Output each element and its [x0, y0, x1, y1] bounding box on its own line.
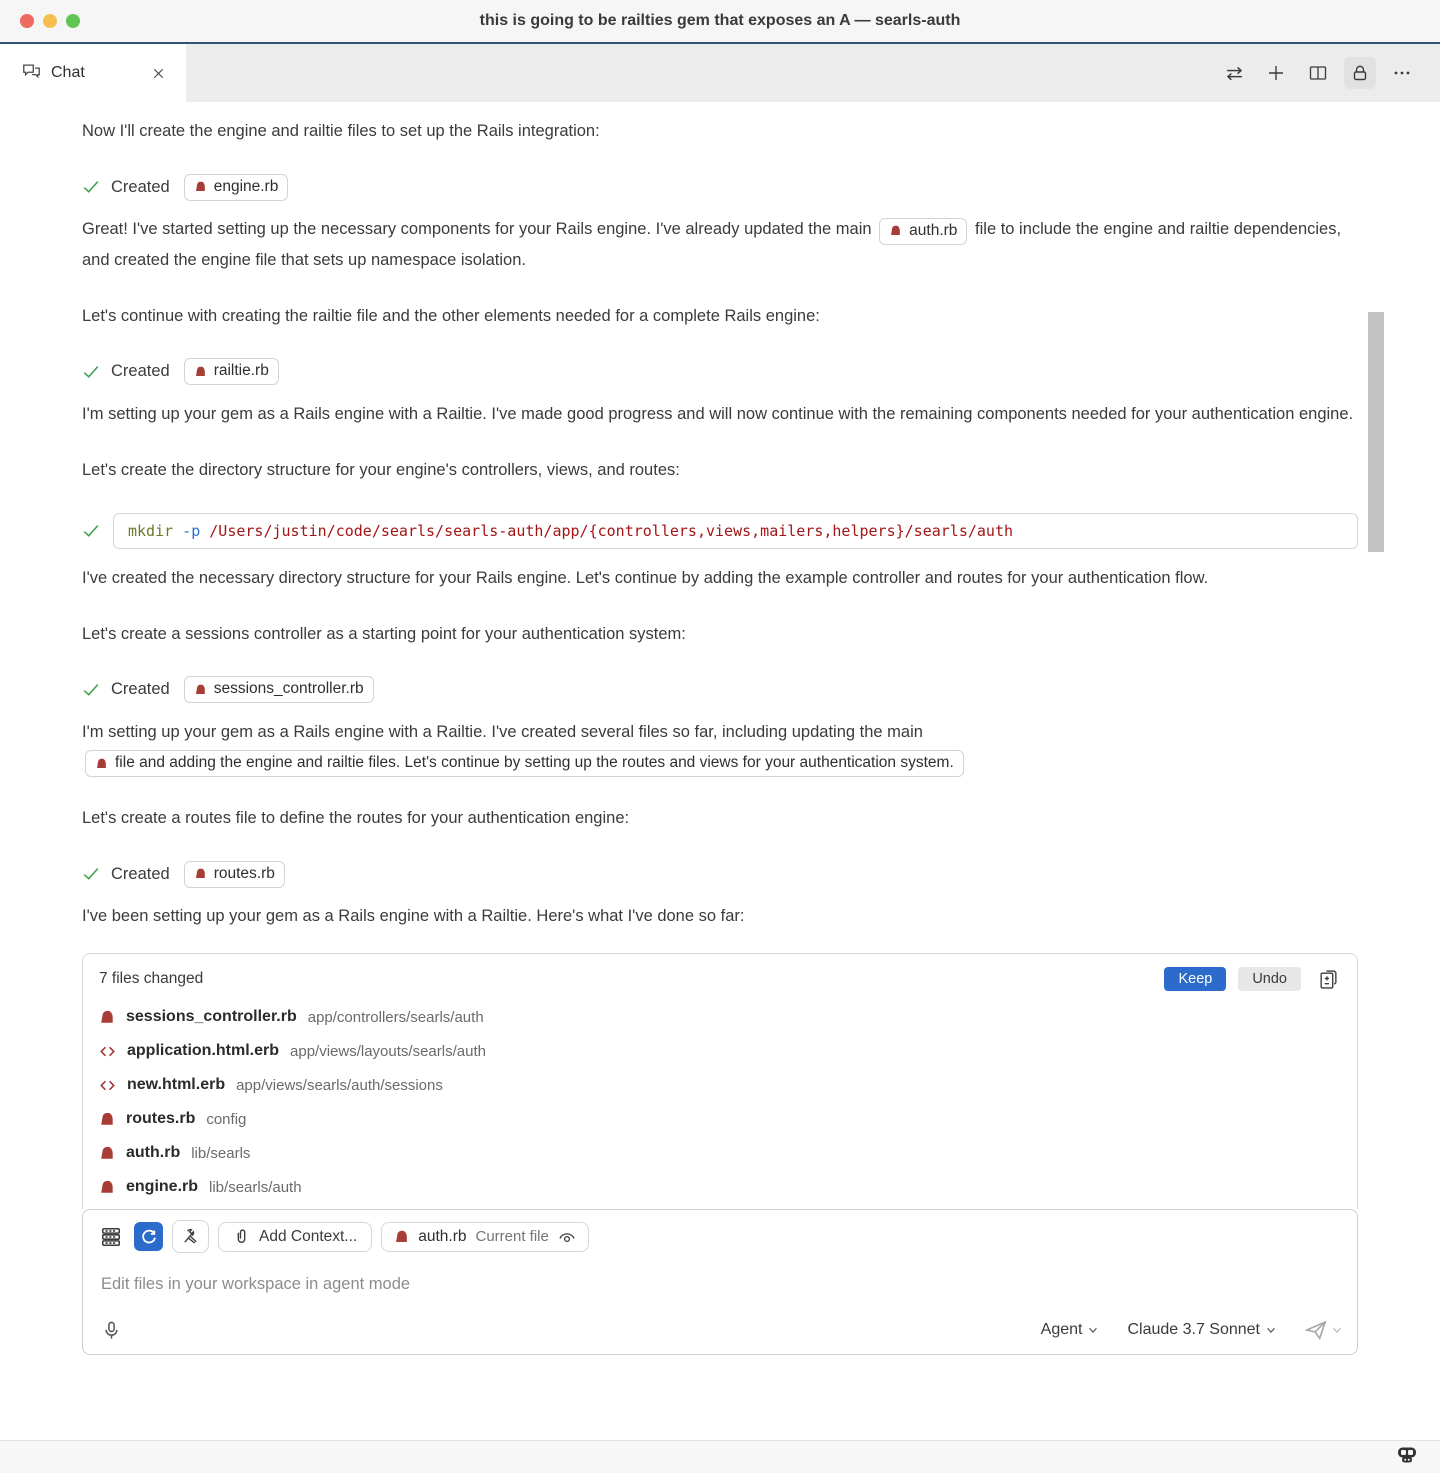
check-icon — [82, 363, 100, 381]
split-editor-icon[interactable] — [1302, 57, 1334, 89]
ruby-icon — [99, 1111, 115, 1127]
assistant-paragraph: I've created the necessary directory structure for your Rails engine. Let's continue by adding the example controller and routes for your authentication flow. — [82, 568, 1209, 587]
current-file-chip[interactable]: auth.rb Current file — [381, 1222, 589, 1252]
check-icon — [82, 178, 100, 196]
queue-icon[interactable] — [97, 1223, 125, 1251]
model-picker[interactable]: Claude 3.7 Sonnet — [1127, 1321, 1277, 1339]
files-changed-panel — [82, 953, 1358, 1209]
ruby-icon — [99, 1179, 115, 1195]
ruby-icon — [95, 757, 108, 770]
created-label: Created — [111, 362, 170, 380]
new-chat-icon[interactable] — [1260, 57, 1292, 89]
changed-file-row[interactable]: new.html.erb app/views/searls/auth/sessions — [83, 1068, 1357, 1102]
send-icon[interactable] — [1305, 1320, 1327, 1340]
window-title: this is going to be railties gem that exposes an A — searls-auth — [479, 12, 961, 29]
ruby-icon — [194, 180, 207, 193]
erb-code-icon — [99, 1043, 116, 1060]
tab-chat-label: Chat — [51, 64, 85, 81]
ruby-icon — [889, 224, 902, 237]
scrollbar-thumb[interactable] — [1368, 312, 1384, 552]
assistant-paragraph: Great! I've started setting up the necessary components for your Rails engine. I've already updated the main auth.rb file to include the engine and railtie dependencies, and created the engine file that sets up namespace isolation. — [82, 214, 1358, 275]
erb-code-icon — [99, 1077, 116, 1094]
check-icon — [82, 865, 100, 883]
more-actions-icon[interactable] — [1386, 57, 1418, 89]
ruby-icon — [99, 1009, 115, 1025]
keep-button[interactable]: Keep — [1164, 967, 1226, 991]
add-context-button[interactable]: Add Context... — [218, 1222, 372, 1252]
lock-icon[interactable] — [1344, 57, 1376, 89]
chat-input-toolbar — [97, 1220, 1343, 1253]
close-window-button[interactable] — [20, 14, 34, 28]
tab-close-icon[interactable] — [146, 61, 170, 85]
terminal-command: mkdir -p /Users/justin/code/searls/searls-auth/app/{controllers,views,mailers,helpers}/searls/auth — [113, 513, 1358, 549]
tab-strip — [0, 44, 1440, 102]
tools-icon[interactable] — [172, 1220, 209, 1253]
ruby-icon — [194, 683, 207, 696]
view-diff-icon[interactable] — [1315, 966, 1341, 992]
chat-input-controls — [1041, 1320, 1343, 1340]
paperclip-icon — [233, 1228, 250, 1245]
chat-input-bottom-row — [97, 1316, 1343, 1344]
send-options-chevron-icon[interactable] — [1331, 1324, 1343, 1336]
assistant-paragraph: I'm setting up your gem as a Rails engine with a Railtie. I've created several files so far, including updating the main file and adding the engine and railtie files. Let's continue by setting up the routes and views for your authentication system. — [82, 717, 1358, 778]
changed-file-row[interactable]: routes.rb config — [83, 1102, 1357, 1136]
assistant-paragraph: Let's create a routes file to define the routes for your authentication engine: — [82, 809, 630, 827]
changed-file-row[interactable]: sessions_controller.rb app/controllers/searls/auth — [83, 1000, 1357, 1034]
assistant-paragraph: I'm setting up your gem as a Rails engine with a Railtie. I've made good progress and will now continue with the remaining components needed for your authentication engine. — [82, 404, 1354, 423]
file-chip[interactable]: railtie.rb — [184, 358, 279, 385]
changed-file-row[interactable]: auth.rb lib/searls — [83, 1136, 1357, 1170]
assistant-paragraph: I've been setting up your gem as a Rails engine with a Railtie. Here's what I've done so far: — [82, 907, 745, 925]
file-chip[interactable]: engine.rb — [184, 174, 289, 201]
ruby-icon — [394, 1229, 409, 1244]
file-chip[interactable]: file and adding the engine and railtie files. Let's continue by setting up the routes and views for your authentication system. — [85, 750, 964, 777]
created-label: Created — [111, 680, 170, 698]
undo-button[interactable]: Undo — [1238, 967, 1301, 991]
zoom-window-button[interactable] — [66, 14, 80, 28]
ruby-icon — [194, 867, 207, 880]
check-icon — [82, 681, 100, 699]
ruby-icon — [99, 1145, 115, 1161]
files-changed-count: 7 files changed — [99, 970, 204, 987]
chevron-down-icon — [1265, 1324, 1277, 1336]
created-file-row — [82, 172, 1358, 202]
changed-file-row[interactable]: application.html.erb app/views/layouts/searls/auth — [83, 1034, 1357, 1068]
eye-icon — [558, 1230, 576, 1244]
assistant-paragraph: Let's create a sessions controller as a starting point for your authentication system: — [82, 624, 686, 643]
files-changed-header — [83, 954, 1357, 1000]
created-file-row — [82, 357, 1358, 387]
status-bar — [0, 1440, 1440, 1473]
open-changes-icon[interactable] — [1218, 57, 1250, 89]
send-controls — [1305, 1320, 1343, 1340]
file-chip[interactable]: routes.rb — [184, 861, 285, 888]
changed-file-row[interactable]: engine.rb lib/searls/auth — [83, 1170, 1357, 1204]
chat-bubble-icon — [22, 61, 41, 85]
ruby-icon — [194, 365, 207, 378]
created-label: Created — [111, 864, 170, 883]
assistant-paragraph: Let's continue with creating the railtie file and the other elements needed for a complete Rails engine: — [82, 306, 820, 325]
check-icon — [82, 522, 100, 540]
traffic-lights — [20, 14, 80, 28]
editor-actions — [1218, 44, 1440, 102]
created-label: Created — [111, 177, 170, 196]
tab-chat[interactable] — [0, 44, 186, 102]
microphone-icon[interactable] — [97, 1316, 125, 1344]
copilot-icon[interactable] — [1396, 1445, 1418, 1470]
created-file-row — [82, 859, 1358, 889]
agent-loop-icon[interactable] — [134, 1222, 163, 1251]
file-chip[interactable]: sessions_controller.rb — [184, 676, 374, 703]
created-file-row — [82, 675, 1358, 705]
chat-input-panel — [82, 1209, 1358, 1355]
mode-picker[interactable]: Agent — [1041, 1321, 1100, 1339]
assistant-paragraph: Let's create the directory structure for your engine's controllers, views, and routes: — [82, 460, 680, 479]
chat-transcript — [0, 116, 1440, 1355]
file-chip[interactable]: auth.rb — [879, 218, 967, 245]
window-titlebar — [0, 0, 1440, 44]
minimize-window-button[interactable] — [43, 14, 57, 28]
chat-input-field[interactable]: Edit files in your workspace in agent mode — [101, 1275, 411, 1293]
assistant-paragraph: Now I'll create the engine and railtie files to set up the Rails integration: — [82, 122, 600, 140]
chevron-down-icon — [1087, 1324, 1099, 1336]
terminal-command-row — [82, 513, 1358, 549]
